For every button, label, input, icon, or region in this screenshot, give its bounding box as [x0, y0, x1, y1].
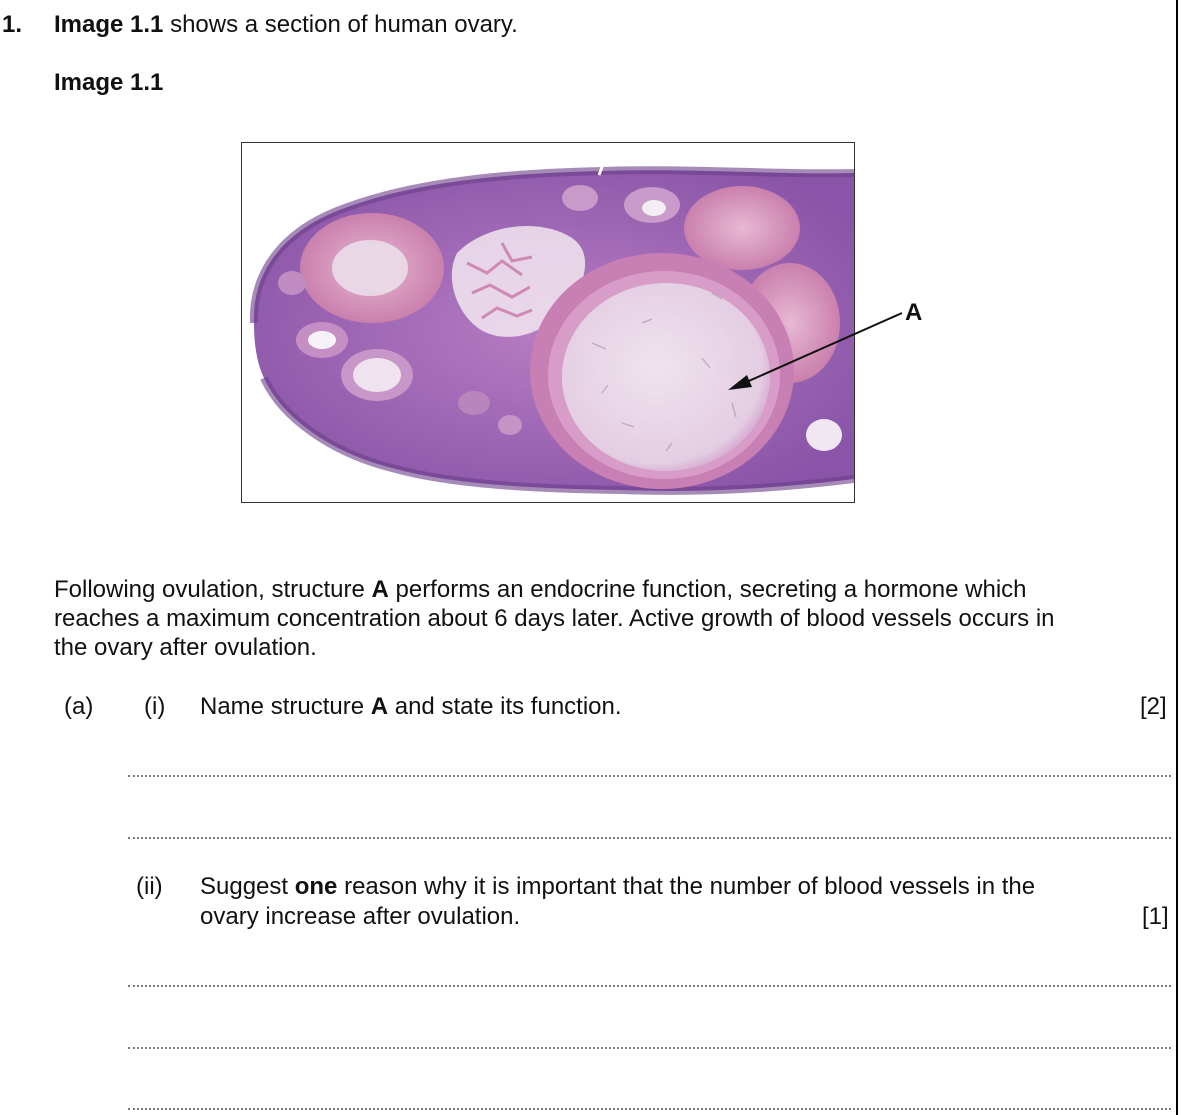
- stem-line-1-a: Following ovulation, structure: [54, 576, 372, 603]
- page-margin-rule: [1176, 0, 1178, 1115]
- stem-line-2: reaches a maximum concentration about 6 days later. Active growth of blood vessels occurs in: [54, 605, 1055, 632]
- part-a-ii-text-b: reason why it is important that the number of blood vessels in the: [337, 873, 1036, 900]
- part-a-ii-marks: [1]: [1142, 903, 1169, 930]
- question-number: 1.: [2, 11, 23, 38]
- stem-line-1-b: performs an endocrine function, secreting a hormone which: [388, 576, 1027, 603]
- part-a-i-question: [200, 692, 622, 721]
- intro-bold: Image 1.1: [54, 11, 164, 38]
- ovary-micrograph: [241, 142, 855, 503]
- answer-line[interactable]: [128, 775, 1171, 777]
- question-intro: [54, 10, 518, 39]
- image-caption: Image 1.1: [54, 69, 164, 96]
- part-a-i-text-bold: A: [370, 693, 389, 720]
- part-a-i-text-a: Name structure: [200, 693, 371, 720]
- answer-line[interactable]: [128, 1047, 1171, 1049]
- part-a-ii-text-bold: one: [294, 873, 338, 900]
- stem-line-1-bold: A: [371, 576, 389, 603]
- answer-line[interactable]: [128, 985, 1171, 987]
- intro-rest: shows a section of human ovary.: [163, 11, 518, 38]
- part-a-i-label: (i): [144, 693, 166, 720]
- part-a-i-text-b: and state its function.: [388, 693, 622, 720]
- part-a-i-marks: [2]: [1140, 693, 1167, 720]
- part-a-ii-text-a: Suggest: [200, 873, 295, 900]
- answer-line[interactable]: [128, 1108, 1171, 1110]
- part-a-ii-question-line-1: [200, 872, 1035, 901]
- figure-label-A: A: [905, 299, 923, 326]
- part-a-ii-label: (ii): [136, 873, 163, 900]
- stem-line-3: the ovary after ovulation.: [54, 634, 317, 661]
- answer-line[interactable]: [128, 837, 1171, 839]
- stem-line-1: [54, 575, 1027, 604]
- part-a-ii-question-line-2: ovary increase after ovulation.: [200, 903, 521, 930]
- ovary-section-illustration: [242, 143, 854, 502]
- part-a-label: (a): [64, 693, 94, 720]
